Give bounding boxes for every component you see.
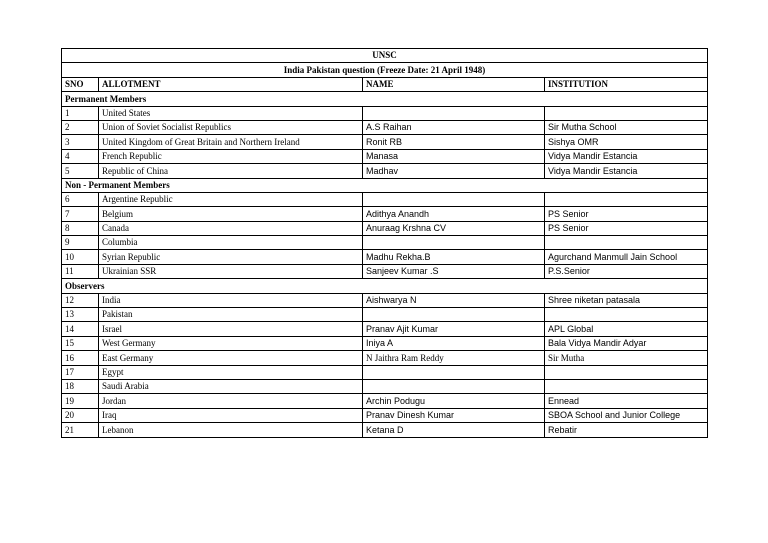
section-row — [62, 92, 708, 106]
subtitle-row — [62, 63, 708, 77]
cell-allotment: Saudi Arabia — [99, 379, 363, 393]
cell-sno: 19 — [62, 394, 99, 408]
cell-name: Adithya Anandh — [363, 207, 545, 221]
cell-name: A.S Raihan — [363, 120, 545, 134]
cell-name: Madhu Rekha.B — [363, 250, 545, 264]
cell-institution — [545, 236, 708, 250]
cell-sno: 20 — [62, 408, 99, 422]
cell-sno: 17 — [62, 365, 99, 379]
cell-sno: 12 — [62, 293, 99, 307]
cell-name: Ronit RB — [363, 135, 545, 149]
table-row — [62, 192, 708, 206]
cell-sno: 4 — [62, 149, 99, 163]
cell-name — [363, 236, 545, 250]
cell-institution — [545, 192, 708, 206]
cell-name: Ketana D — [363, 423, 545, 437]
allotment-table — [61, 48, 708, 438]
table-row — [62, 293, 708, 307]
cell-sno: 8 — [62, 221, 99, 235]
cell-name — [363, 379, 545, 393]
cell-institution: Sir Mutha — [545, 351, 708, 365]
cell-institution — [545, 379, 708, 393]
cell-sno: 11 — [62, 264, 99, 278]
cell-allotment: Republic of China — [99, 164, 363, 178]
table-row — [62, 120, 708, 134]
table-row — [62, 135, 708, 149]
cell-name: N Jaithra Ram Reddy — [363, 351, 545, 365]
header-institution: INSTITUTION — [545, 77, 708, 91]
cell-institution: Vidya Mandir Estancia — [545, 164, 708, 178]
header-name: NAME — [363, 77, 545, 91]
cell-institution: Sir Mutha School — [545, 120, 708, 134]
cell-sno: 9 — [62, 236, 99, 250]
cell-institution: Sishya OMR — [545, 135, 708, 149]
cell-allotment: Ukrainian SSR — [99, 264, 363, 278]
cell-name: Iniya A — [363, 336, 545, 350]
cell-allotment: India — [99, 293, 363, 307]
section-row — [62, 279, 708, 293]
cell-sno: 16 — [62, 351, 99, 365]
cell-institution: Rebatir — [545, 423, 708, 437]
cell-institution: APL Global — [545, 322, 708, 336]
cell-allotment: Columbia — [99, 236, 363, 250]
table-row — [62, 322, 708, 336]
header-sno: SNO — [62, 77, 99, 91]
cell-allotment: Union of Soviet Socialist Republics — [99, 120, 363, 134]
cell-name: Archin Podugu — [363, 394, 545, 408]
cell-name — [363, 365, 545, 379]
cell-allotment: Argentine Republic — [99, 192, 363, 206]
cell-institution — [545, 365, 708, 379]
cell-sno: 21 — [62, 423, 99, 437]
cell-allotment: Pakistan — [99, 308, 363, 322]
table-row — [62, 336, 708, 350]
title-row — [62, 49, 708, 63]
cell-allotment: Israel — [99, 322, 363, 336]
section-label: Observers — [62, 279, 708, 293]
cell-sno: 13 — [62, 308, 99, 322]
cell-allotment: Canada — [99, 221, 363, 235]
cell-institution: Bala Vidya Mandir Adyar — [545, 336, 708, 350]
cell-institution: PS Senior — [545, 221, 708, 235]
table-row — [62, 250, 708, 264]
cell-allotment: Iraq — [99, 408, 363, 422]
cell-name — [363, 106, 545, 120]
cell-institution: Shree niketan patasala — [545, 293, 708, 307]
cell-name: Aishwarya N — [363, 293, 545, 307]
agenda-title: India Pakistan question (Freeze Date: 21 April 1948) — [62, 63, 708, 77]
cell-sno: 10 — [62, 250, 99, 264]
cell-institution: PS Senior — [545, 207, 708, 221]
cell-allotment: West Germany — [99, 336, 363, 350]
table-row — [62, 106, 708, 120]
cell-name: Pranav Dinesh Kumar — [363, 408, 545, 422]
table-row — [62, 236, 708, 250]
cell-allotment: Egypt — [99, 365, 363, 379]
cell-name: Anuraag Krshna CV — [363, 221, 545, 235]
cell-institution: Ennead — [545, 394, 708, 408]
header-row — [62, 77, 708, 91]
table-row — [62, 308, 708, 322]
cell-name — [363, 308, 545, 322]
table-row — [62, 164, 708, 178]
table-row — [62, 207, 708, 221]
cell-allotment: Lebanon — [99, 423, 363, 437]
table-row — [62, 394, 708, 408]
cell-institution: Vidya Mandir Estancia — [545, 149, 708, 163]
header-allotment: ALLOTMENT — [99, 77, 363, 91]
cell-institution: SBOA School and Junior College — [545, 408, 708, 422]
table-row — [62, 149, 708, 163]
cell-sno: 5 — [62, 164, 99, 178]
cell-allotment: Belgium — [99, 207, 363, 221]
cell-name: Manasa — [363, 149, 545, 163]
cell-allotment: French Republic — [99, 149, 363, 163]
cell-sno: 15 — [62, 336, 99, 350]
table-row — [62, 423, 708, 437]
cell-sno: 6 — [62, 192, 99, 206]
section-row — [62, 178, 708, 192]
cell-sno: 3 — [62, 135, 99, 149]
table-row — [62, 264, 708, 278]
cell-sno: 7 — [62, 207, 99, 221]
committee-title: UNSC — [62, 49, 708, 63]
table-row — [62, 221, 708, 235]
table-row — [62, 351, 708, 365]
cell-name: Madhav — [363, 164, 545, 178]
cell-allotment: Syrian Republic — [99, 250, 363, 264]
cell-sno: 18 — [62, 379, 99, 393]
table-row — [62, 379, 708, 393]
cell-institution — [545, 106, 708, 120]
table-row — [62, 365, 708, 379]
cell-sno: 14 — [62, 322, 99, 336]
cell-name: Pranav Ajit Kumar — [363, 322, 545, 336]
cell-institution: Agurchand Manmull Jain School — [545, 250, 708, 264]
cell-allotment: United States — [99, 106, 363, 120]
cell-institution: P.S.Senior — [545, 264, 708, 278]
cell-allotment: United Kingdom of Great Britain and Northern Ireland — [99, 135, 363, 149]
cell-institution — [545, 308, 708, 322]
table-row — [62, 408, 708, 422]
cell-allotment: Jordan — [99, 394, 363, 408]
section-label: Non - Permanent Members — [62, 178, 708, 192]
cell-allotment: East Germany — [99, 351, 363, 365]
section-label: Permanent Members — [62, 92, 708, 106]
cell-name: Sanjeev Kumar .S — [363, 264, 545, 278]
cell-sno: 1 — [62, 106, 99, 120]
cell-name — [363, 192, 545, 206]
cell-sno: 2 — [62, 120, 99, 134]
